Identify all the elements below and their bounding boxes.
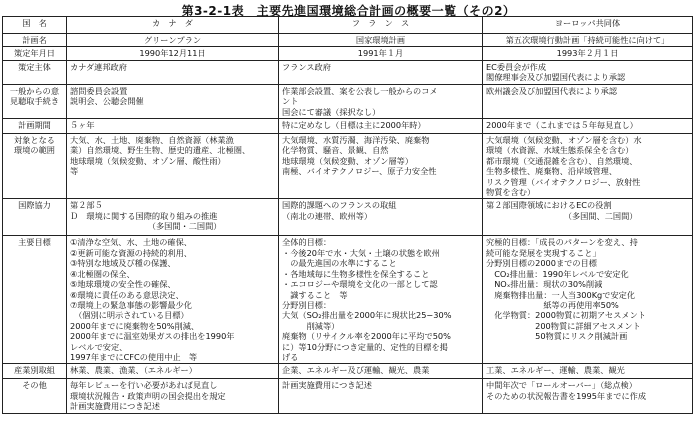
row-label: 計画名	[3, 34, 67, 47]
table-cell	[483, 236, 693, 364]
table-row	[3, 84, 693, 118]
cell-line: 分野別目標：	[282, 299, 332, 310]
cell-line: そのための状況報告書を1995年までに作成	[486, 390, 647, 401]
cell-line: 2000年まで（これまでは５年毎見直し）	[486, 120, 638, 131]
cell-line: 識すること 等	[282, 289, 348, 300]
page-title: 第3-2-1表 主要先進国環境総合計画の概要一覧（その2）	[181, 4, 516, 18]
cell-line: Ｄ 環境に関する国際的取り組みの推進	[70, 210, 218, 221]
cell-line: 作業部会設置、案を公表し一般からのコメ	[282, 85, 438, 96]
cell-line: 廃棄物（リサイクル率を2000年に平均で50%	[282, 331, 451, 342]
cell-line: ②更新可能な資源の持続的利用、	[70, 247, 192, 258]
cell-line: 諮問委員会設置	[70, 85, 128, 96]
row-label-line: 対象となる	[14, 135, 55, 146]
table-cell	[67, 84, 279, 118]
row-label: 国際協力	[3, 199, 67, 236]
table-cell	[483, 34, 693, 47]
table-row	[3, 379, 693, 413]
cell-line: ⑤地球環境の安全性の確保、	[70, 279, 176, 290]
cell-line: 環境（水資源、水域生態系保全を含む）	[486, 145, 634, 156]
table-cell	[483, 379, 693, 413]
table-cell	[67, 379, 279, 413]
cell-line: 第２部国際領域におけるECの役割	[486, 200, 612, 211]
cell-line: ③特別な地域及び種の保護、	[70, 258, 176, 269]
table-cell	[279, 236, 483, 364]
cell-line: 説明会、公聴会開催	[70, 96, 144, 107]
cell-line: 紙等の再使用率50%	[486, 299, 619, 310]
cell-line: ④北極圏の保全、	[70, 268, 135, 279]
cell-line: 1990年12月11日	[139, 48, 206, 59]
row-label: その他	[3, 379, 67, 413]
cell-line: 国会にて審議（採択なし）	[282, 106, 381, 117]
row-label: 策定主体	[3, 60, 67, 84]
table-cell	[279, 119, 483, 134]
row-label: 産業別取組	[3, 364, 67, 379]
cell-line: CO₂排出量：1990年レベルで安定化	[486, 268, 629, 279]
cell-line: 等	[70, 166, 79, 177]
cell-line: 欧州議会及び加盟国代表により承認	[486, 85, 618, 96]
table-cell	[67, 34, 279, 47]
cell-line: グリーンプラン	[143, 35, 202, 45]
row-label	[3, 84, 67, 118]
table-cell	[67, 199, 279, 236]
table-cell	[279, 47, 483, 60]
header-canada: カ ナ ダ	[67, 17, 279, 34]
table-cell	[279, 84, 483, 118]
cell-line: 200物質に詳細アセスメント	[486, 320, 641, 331]
table-cell	[483, 119, 693, 134]
cell-line: フランス政府	[282, 61, 331, 72]
header-ec: ヨーロッパ共同体	[483, 17, 693, 34]
table-cell	[483, 199, 693, 236]
cell-line: 50物質にリスク削減計画	[486, 331, 628, 342]
cell-line: ・各地域毎に生物多様性を保全すること	[282, 268, 430, 279]
table-cell	[67, 134, 279, 199]
comparison-table	[2, 16, 693, 414]
table-row	[3, 119, 693, 134]
cell-line: 大気環境、水質汚濁、海洋汚染、廃棄物	[282, 135, 430, 146]
table-row	[3, 60, 693, 84]
cell-line: ・エコロジーや環境を文化の一部として認	[282, 279, 438, 290]
table-cell	[483, 364, 693, 379]
table-cell	[279, 34, 483, 47]
table-row	[3, 47, 693, 60]
table-row	[3, 199, 693, 236]
cell-line: リスク管理（バイオテクノロジー、放射性	[486, 176, 641, 187]
cell-line: ・今後20年で水・大気・土壌の状態を欧州	[282, 247, 440, 258]
cell-line: 企業、エネルギー及び運輸、観光、農業	[282, 365, 430, 376]
table-row	[3, 134, 693, 199]
cell-line: 2000年までに廃棄物を50%削減、	[70, 320, 200, 331]
cell-line: 1997年までにCFCの使用中止 等	[70, 351, 198, 362]
table-cell	[279, 60, 483, 84]
table-row	[3, 236, 693, 364]
cell-line: カナダ連邦政府	[70, 61, 127, 72]
cell-line: 地球環境（気候変動、オゾン層、酸性雨）	[70, 155, 226, 166]
cell-line: 大気（SO₂排出量を2000年に現状比25−30%	[282, 310, 452, 321]
cell-line: 1991年１月	[357, 48, 404, 59]
cell-line: 大気、水、土地、廃棄物、自然資源（林業漁	[70, 135, 234, 146]
cell-line: 都市環境（交通混雑を含む）、自然環境、	[486, 155, 638, 166]
cell-line: 化学物質、騒音、景観、自然	[282, 145, 389, 156]
cell-line: 続可能な発展を実現すること」	[486, 247, 601, 258]
cell-line: ⑥環境に責任のある意思決定、	[70, 289, 184, 300]
row-label-line: 一般からの意	[9, 85, 60, 96]
header-france: フ ラ ン ス	[279, 17, 483, 34]
cell-line: （南北の連帯、欧州等）	[282, 210, 373, 221]
cell-line: レベルで安定、	[70, 341, 128, 352]
table-row	[3, 34, 693, 47]
table-cell	[483, 84, 693, 118]
cell-line: 林業、農業、漁業、（エネルギー）	[70, 365, 197, 376]
cell-line: NOₓ排出量：現状の30%削減	[486, 279, 603, 290]
table-cell	[483, 134, 693, 199]
cell-line: 廃棄物排出量：一人当300Kgで安定化	[486, 289, 636, 300]
table-cell	[67, 364, 279, 379]
cell-line: 2000年までに温室効果ガスの排出を1990年	[70, 331, 235, 342]
cell-line: （多国間、二国間）	[486, 210, 638, 221]
cell-line: 削減等）	[282, 320, 340, 331]
cell-line: ント	[282, 96, 299, 107]
cell-line: 業）自然環境、野生生物、歴史的遺産、北極圏、	[70, 145, 251, 156]
table-cell	[279, 379, 483, 413]
cell-line: 毎年レビューを行い必要があれば見直し	[70, 380, 218, 391]
cell-line: 生物多様性、廃棄物、沿岸域管理、	[486, 166, 618, 177]
table-cell	[483, 47, 693, 60]
table-cell	[279, 364, 483, 379]
cell-line: 物質を含む）	[486, 187, 536, 198]
row-label-line: 見聴取手続き	[9, 96, 60, 107]
row-label	[3, 134, 67, 199]
cell-line: 計画実施費用につき記述	[70, 401, 160, 412]
table-cell	[279, 199, 483, 236]
cell-line: 特に定めなし（目標は主に2000年時）	[282, 120, 426, 131]
cell-line: ⑦環境上の緊急事態の影響最少化	[70, 299, 192, 310]
cell-line: 究極的目標：「成長のパターンを変え、持	[486, 237, 638, 248]
row-label-line: 環境の範囲	[14, 145, 55, 156]
cell-line: 国際的課題へのフランスの取組	[282, 200, 397, 211]
cell-line: 閣僚理事会及び加盟国代表により承認	[486, 72, 626, 83]
table-cell	[483, 60, 693, 84]
cell-line: 工業、エネルギー、運輸、農業、観光	[486, 365, 625, 376]
cell-line: ①清浄な空気、水、土地の確保、	[70, 237, 192, 248]
cell-line: 大気環境（気候変動、オゾン層を含む）水	[486, 135, 642, 146]
header-row	[3, 17, 693, 34]
table-row	[3, 364, 693, 379]
cell-line: 全体的目標：	[282, 237, 332, 248]
cell-line: 中間年次で「ロールオーバー」（総点検）	[486, 380, 637, 391]
cell-line: 化学物質：2000物質に初期アセスメント	[486, 310, 646, 321]
cell-line: （多国間・二国間）	[70, 221, 222, 232]
row-label: 策定年月日	[3, 47, 67, 60]
cell-line: 環境状況報告・政策声明の国会提出を規定	[70, 390, 226, 401]
cell-line: 地球環境（気候変動、オゾン層等）	[282, 155, 414, 166]
cell-line: げる	[282, 351, 299, 362]
cell-line: 国家環境計画	[355, 35, 406, 45]
row-label: 計画期間	[3, 119, 67, 134]
table-cell	[67, 236, 279, 364]
cell-line: 分野別目標の2000までの目標	[486, 258, 597, 269]
table-cell	[67, 119, 279, 134]
cell-line: ５ヶ年	[70, 120, 95, 131]
cell-line: 1993年２月１日	[556, 48, 619, 59]
table-cell	[279, 134, 483, 199]
cell-line: 第五次環境行動計画「持続可能性に向けて」	[505, 35, 670, 45]
cell-line: 計画実施費用につき記述	[282, 380, 372, 391]
cell-line: 南極、バイオテクノロジー、原子力安全性	[282, 166, 437, 177]
cell-line: EC委員会が作成	[486, 61, 547, 72]
table-cell	[67, 60, 279, 84]
cell-line: に）等10分野につき定量的、定性的目標を掲	[282, 341, 448, 352]
cell-line: 第２部５	[70, 200, 103, 211]
cell-line: （個別に明示されている目標）	[70, 310, 189, 321]
table-cell	[67, 47, 279, 60]
header-country-label: 国 名	[3, 17, 67, 34]
row-label: 主要目標	[3, 236, 67, 364]
cell-line: の最先進国の水準にすること	[282, 258, 397, 269]
